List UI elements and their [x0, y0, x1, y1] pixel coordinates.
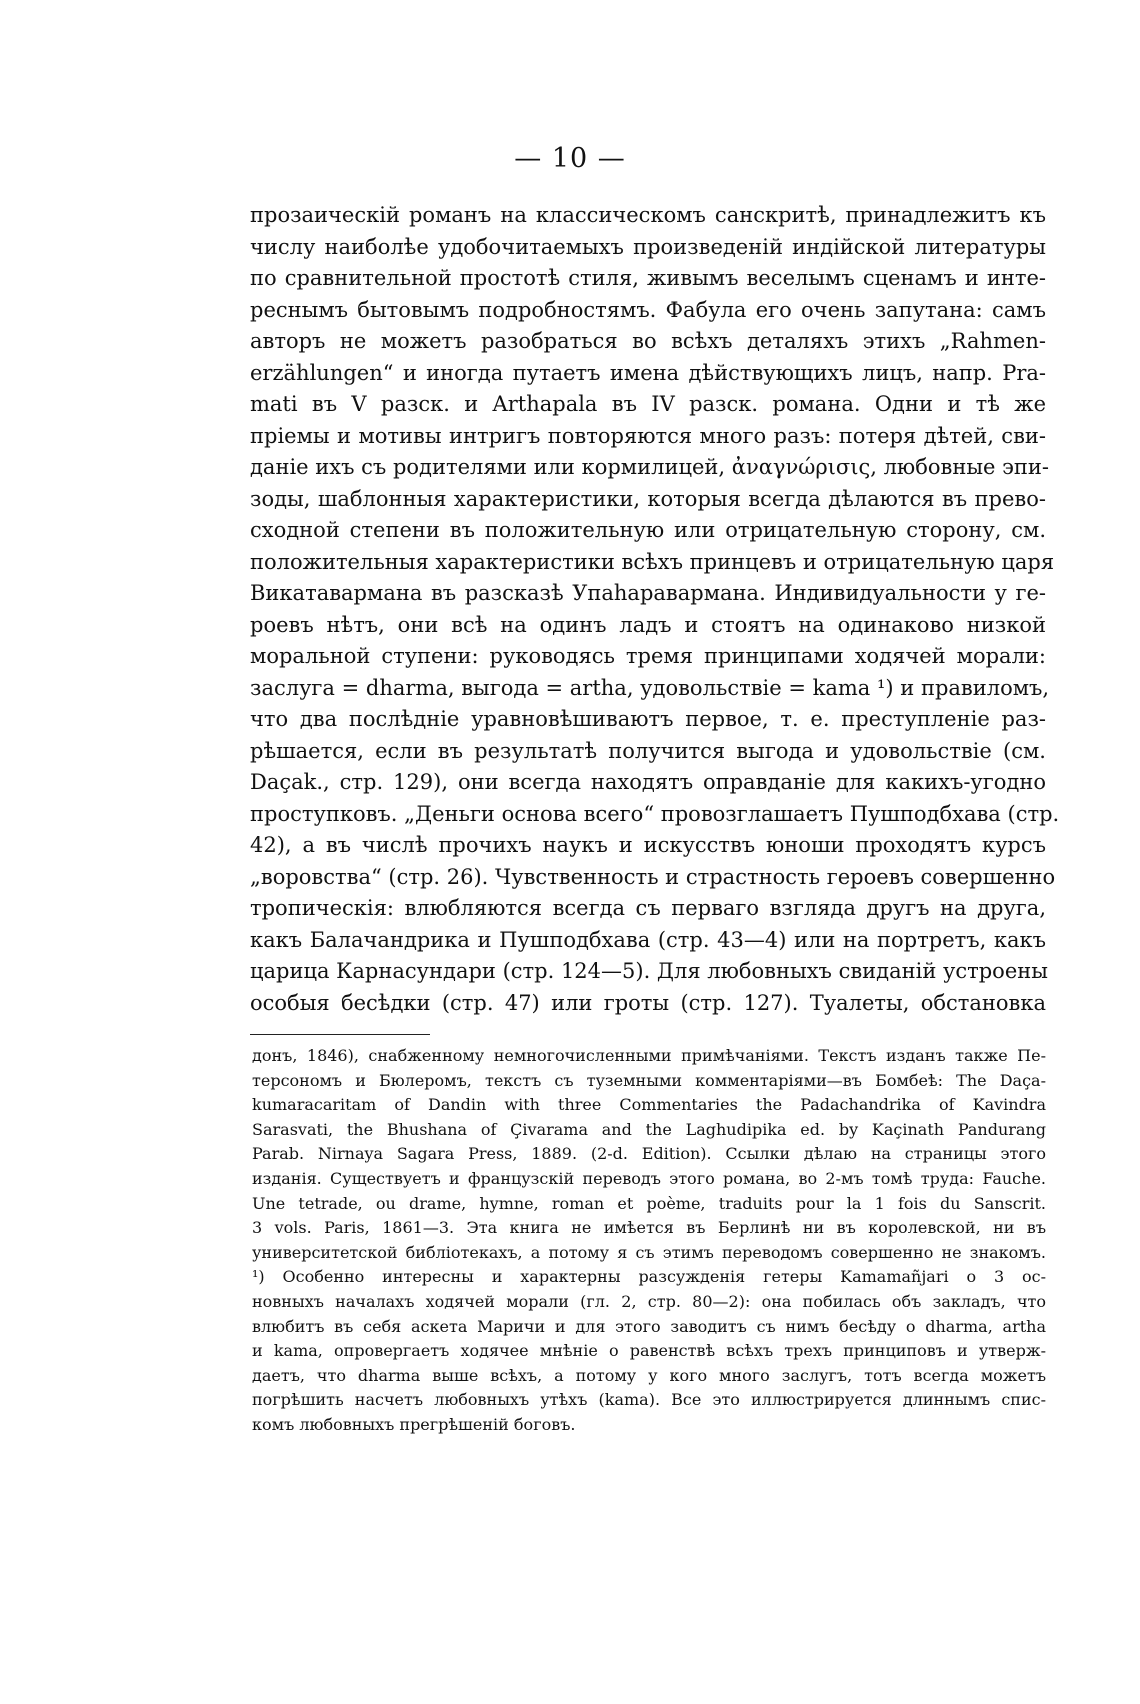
- text-line: erzählungen“ и иногда путаетъ имена дѣйствующихъ лицъ, напр. Pra-: [250, 360, 1046, 385]
- main-text-block: [250, 200, 1060, 1019]
- text-line: положительныя характеристики всѣхъ принцевъ и отрицательную царя: [250, 549, 1055, 574]
- text-line: прозаическій романъ на классическомъ санскритѣ, принадлежитъ къ: [250, 203, 1046, 227]
- footnote-line: комъ любовныхъ прегрѣшеній боговъ.: [252, 1414, 576, 1434]
- footnote-line: изданія. Существуетъ и французскій переводъ этого романа, во 2-мъ томѣ труда: Fauche.: [252, 1168, 1046, 1188]
- text-line: авторъ не можетъ разобраться во всѣхъ деталяхъ этихъ „Rahmen-: [250, 329, 1046, 353]
- text-line: числу наиболѣе удобочитаемыхъ произведеній индійской литературы: [250, 234, 1046, 259]
- footnote-line: kumaracaritam of Dandin with three Commentaries the Padachandrika of Kavindra: [252, 1095, 1046, 1115]
- text-line: царица Карнасундари (стр. 124—5). Для любовныхъ свиданій устроены: [250, 959, 1048, 983]
- footnote-line: новныхъ началахъ ходячей морали (гл. 2, стр. 80—2): она побилась объ закладъ, что: [252, 1291, 1046, 1311]
- text-line: особыя бесѣдки (стр. 47) или гроты (стр. 127). Туалеты, обстановка: [250, 990, 1046, 1015]
- text-line: что два послѣдніе уравновѣшиваютъ первое, т. е. преступленіе раз-: [250, 707, 1046, 731]
- text-line: проступковъ. „Деньги основа всего“ провозглашаетъ Пушподбхава (стр.: [250, 801, 1060, 826]
- text-line: пріемы и мотивы интригъ повторяются много разъ: потеря дѣтей, сви-: [250, 423, 1046, 448]
- footnote-line: ¹) Особенно интересны и характерны разсужденія гетеры Kamamañjari о 3 ос-: [252, 1267, 1046, 1287]
- footnote-line: донъ, 1846), снабженному немногочисленными примѣчаніями. Текстъ изданъ также Пе-: [252, 1046, 1046, 1065]
- text-line: зоды, шаблонныя характеристики, которыя всегда дѣлаются въ прево-: [250, 486, 1046, 511]
- footnote-line: Parab. Nirnaya Sagara Press, 1889. (2-d. Edition). Ссылки дѣлаю на страницы этого: [252, 1144, 1046, 1164]
- footnotes-block: [252, 1044, 1046, 1438]
- text-line: 42), а въ числѣ прочихъ наукъ и искусствъ юноши проходятъ курсъ: [250, 833, 1046, 857]
- footnote-line: влюбитъ въ себя аскета Маричи и для этого заводитъ съ нимъ бесѣду о dharma, artha: [252, 1316, 1046, 1336]
- text-line: заслуга = dharma, выгода = artha, удовольствіе = kama ¹) и правиломъ,: [250, 675, 1050, 700]
- text-line: даніе ихъ съ родителями или кормилицей, ἀναγνώρισις, любовные эпи-: [250, 455, 1049, 479]
- footnote-line: Sarasvati, the Bhushana of Çivarama and the Laghudipika ed. by Kaçinath Pandurang: [252, 1119, 1046, 1139]
- footnote-line: терсономъ и Бюлеромъ, текстъ съ туземными комментаріями—въ Бомбеѣ: The Daça-: [252, 1070, 1046, 1090]
- text-line: тропическія: влюбляются всегда съ перваго взгляда другъ на друга,: [250, 896, 1046, 920]
- text-line: Daçak., стр. 129), они всегда находятъ оправданіе для какихъ-угодно: [250, 770, 1046, 794]
- text-line: какъ Балачандрика и Пушподбхава (стр. 43—4) или на портретъ, какъ: [250, 927, 1046, 952]
- page-number: — 10 —: [514, 143, 626, 174]
- footnote-line: Une tetrade, ou drame, hymne, roman et poème, traduits pour la 1 fois du Sanscrit.: [252, 1193, 1046, 1213]
- text-line: рѣшается, если въ результатѣ получится выгода и удовольствіе (см.: [250, 738, 1046, 763]
- footnote-divider: [250, 1034, 430, 1035]
- text-line: моральной ступени: руководясь тремя принципами ходячей морали:: [250, 644, 1046, 668]
- footnote-line: и kama, опровергаетъ ходячее мнѣніе о равенствѣ всѣхъ трехъ принциповъ и утверж-: [252, 1341, 1046, 1361]
- text-line: mati въ V разск. и Arthapala въ IV разск. романа. Одни и тѣ же: [250, 392, 1046, 416]
- footnote-line: 3 vols. Paris, 1861—3. Эта книга не имѣется въ Берлинѣ ни въ королевской, ни въ: [252, 1218, 1046, 1238]
- text-line: сходной степени въ положительную или отрицательную сторону, см.: [250, 518, 1046, 542]
- footnote-line: университетской библіотекахъ, а потому я съ этимъ переводомъ совершенно не знакомъ.: [252, 1242, 1046, 1262]
- text-line: „воровства“ (стр. 26). Чувственность и страстность героевъ совершенно: [250, 864, 1056, 889]
- footnote-line: даетъ, что dharma выше всѣхъ, а потому у кого много заслугъ, тотъ всегда можетъ: [252, 1365, 1046, 1385]
- text-line: Викатавармана въ разсказѣ Упаһаравармана. Индивидуальности у ге-: [250, 581, 1046, 605]
- text-line: по сравнительной простотѣ стиля, живымъ веселымъ сценамъ и инте-: [250, 266, 1046, 290]
- text-line: роевъ нѣтъ, они всѣ на одинъ ладъ и стоятъ на одинаково низкой: [250, 612, 1046, 637]
- footnote-line: погрѣшить насчетъ любовныхъ утѣхъ (kama). Все это иллюстрируется длиннымъ спис-: [252, 1390, 1046, 1410]
- text-line: реснымъ бытовымъ подробностямъ. Фабула его очень запутана: самъ: [250, 297, 1046, 322]
